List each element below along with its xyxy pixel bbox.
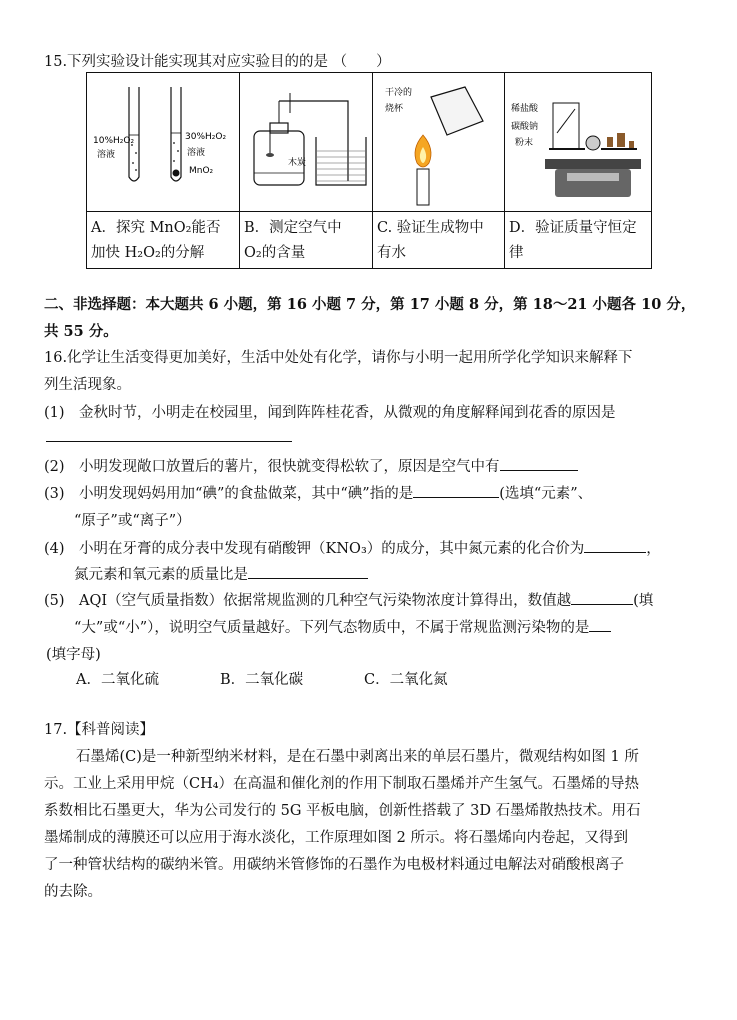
svg-text:木炭: 木炭 xyxy=(288,158,307,168)
section2-header-line1: 二、非选择题：本大题共 6 小题，第 16 小题 7 分，第 17 小题 8 分，第 18～21 小题各 10 分， xyxy=(44,296,696,313)
oxygen-content-apparatus xyxy=(240,73,372,207)
q16-part3: (3) 小明发现妈妈用加“碘”的食盐做菜，其中“碘”指的是 (选填“元素”、 xyxy=(44,482,592,503)
q16-part5: (5) AQI（空气质量指数）依据常规监测的几种空气污染物浓度计算得出，数值越 (填 xyxy=(44,589,653,610)
svg-text:MnO₂: MnO₂ xyxy=(189,166,214,176)
q16-part4-cont: 氮元素和氧元素的质量比是 xyxy=(74,563,368,584)
section2-header-line2: 共 55 分。 xyxy=(44,323,118,340)
figure-a xyxy=(87,73,240,212)
figure-d xyxy=(505,73,652,212)
answer-blank-3[interactable] xyxy=(413,483,499,498)
svg-text:烧杯: 烧杯 xyxy=(385,104,404,114)
q17-line-4: 墨烯制成的薄膜还可以应用于海水淡化，工作原理如图 2 所示。将石墨烯向内卷起，又得到 xyxy=(44,830,628,846)
test-tubes-figure xyxy=(87,73,239,207)
svg-text:碳酸钠: 碳酸钠 xyxy=(511,122,539,132)
q16-part2: (2) 小明发现敞口放置后的薯片，很快就变得松软了，原因是空气中有 xyxy=(44,455,578,476)
q16-part4: (4) 小明在牙膏的成分表中发现有硝酸钾（KNO₃）的成分，其中氮元素的化合价为 ， xyxy=(44,537,661,558)
option-c: C. 验证生成物中 有水 xyxy=(373,212,505,269)
choice-a: A．二氧化硫 xyxy=(76,672,159,688)
svg-text:干冷的: 干冷的 xyxy=(385,88,413,98)
figure-c xyxy=(373,73,505,212)
option-d: D．验证质量守恒定 律 xyxy=(505,212,652,269)
option-b: B．测定空气中 O₂的含量 xyxy=(240,212,373,269)
q17-line-6: 的去除。 xyxy=(44,884,102,900)
q16-part5-note: (填字母) xyxy=(46,647,101,663)
choice-c: C．二氧化氮 xyxy=(364,672,448,688)
q17-line-3: 系数相比石墨更大，华为公司发行的 5G 平板电脑，创新性搭载了 3D 石墨烯散热技术。用石 xyxy=(44,803,641,819)
answer-blank-5[interactable] xyxy=(248,564,368,579)
q17-line-2: 示。工业上采用甲烷（CH₄）在高温和催化剂的作用下制取石墨烯并产生氢气。石墨烯的导热 xyxy=(44,776,640,792)
q15-stem: 15.下列实验设计能实现其对应实验目的的是 （ ） xyxy=(44,54,391,70)
answer-blank-4[interactable] xyxy=(584,538,646,553)
q15-experiment-table xyxy=(86,72,652,269)
option-a: A．探究 MnO₂能否 加快 H₂O₂的分解 xyxy=(87,212,240,269)
q16-part3-cont: “原子”或“离子”） xyxy=(74,513,191,529)
choice-b: B．二氧化碳 xyxy=(220,672,304,688)
q17-title: 17.【科普阅读】 xyxy=(44,722,155,738)
svg-text:溶液: 溶液 xyxy=(97,150,116,160)
q16-stem-line1: 16.化学让生活变得更加美好，生活中处处有化学，请你与小明一起用所学化学知识来解释下 xyxy=(44,350,633,366)
answer-blank-1[interactable] xyxy=(46,429,292,442)
q16-part5-cont: “大”或“小”），说明空气质量越好。下列气态物质中，不属于常规监测污染物的是 xyxy=(74,616,611,637)
candle-beaker-figure xyxy=(373,73,504,207)
svg-text:10%H₂O₂: 10%H₂O₂ xyxy=(93,136,135,146)
answer-blank-7[interactable] xyxy=(589,617,611,632)
answer-blank-6[interactable] xyxy=(571,590,633,605)
q17-line-5: 了一种管状结构的碳纳米管。用碳纳米管修饰的石墨作为电极材料通过电解法对硝酸根离子 xyxy=(44,857,624,873)
figure-b xyxy=(240,73,373,212)
answer-blank-2[interactable] xyxy=(500,456,578,471)
svg-text:稀盐酸: 稀盐酸 xyxy=(511,104,539,114)
q16-stem-line2: 列生活现象。 xyxy=(44,377,131,393)
svg-text:溶液: 溶液 xyxy=(187,148,206,158)
q17-line-1: 石墨烯(C)是一种新型纳米材料，是在石墨中剥离出来的单层石墨片，微观结构如图 1 所 xyxy=(76,749,639,765)
svg-text:粉末: 粉末 xyxy=(515,138,534,148)
q16-part1: (1) 金秋时节，小明走在校园里，闻到阵阵桂花香，从微观的角度解释闻到花香的原因是 xyxy=(44,405,616,421)
svg-text:30%H₂O₂: 30%H₂O₂ xyxy=(185,132,227,142)
balance-figure xyxy=(505,73,651,207)
